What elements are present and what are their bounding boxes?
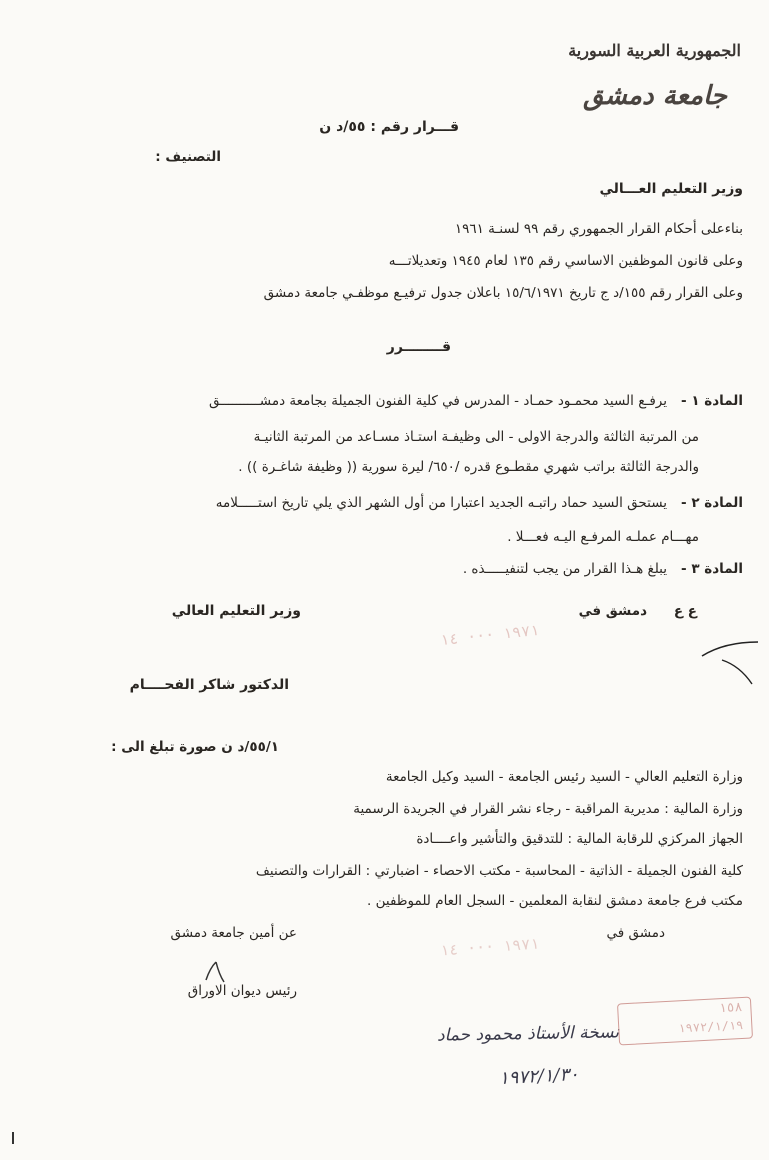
classification-label: التصنيف :	[155, 149, 221, 165]
registration-stamp	[617, 997, 753, 1046]
preamble-line-1: بناءعلى أحكام القرار الجمهوري رقم ٩٩ لسنـة ١٩٦١	[454, 221, 743, 237]
signature-place: دمشق في	[578, 603, 647, 619]
decides-heading: قــــــــرر	[386, 339, 451, 355]
footer-place: دمشق في	[606, 925, 665, 941]
handwritten-copy-note: نسخة الأستاذ محمود حماد	[436, 1022, 620, 1046]
article-2-label: المادة ٢ -	[681, 495, 743, 511]
stamp-date: ١٩٧٢/١/١٩	[677, 1017, 744, 1036]
letterhead-republic: الجمهورية العربية السورية	[568, 41, 741, 60]
margin-pen-mark	[698, 628, 762, 688]
distribution-line-2: وزارة المالية : مديرية المراقبة - رجاء نشر القرار في الجريدة الرسمية	[353, 801, 743, 817]
handwritten-date: ١٩٧٢/١/٣٠	[498, 1063, 580, 1090]
article-3-label: المادة ٣ -	[681, 561, 743, 577]
issuer-title: وزير التعليم العـــالي	[599, 181, 743, 197]
faint-stamp-2: ١٩٧١ ··· ١٤	[439, 934, 540, 960]
archive-signature-mark	[200, 958, 230, 986]
signature-initials: ع ع	[673, 603, 697, 619]
preamble-line-2: وعلى قانون الموظفين الاساسي رقم ١٣٥ لعام ١٩٤٥ وتعديلاتـــه	[388, 253, 743, 269]
decision-number: قـــرار رقم : ٥٥/د ن	[319, 119, 459, 135]
article-1-line-1: يرفـع السيد محمـود حمـاد - المدرس في كلية الفنون الجميلة بجامعة دمشــــــــــق	[208, 393, 667, 409]
footer-for-president: عن أمين جامعة دمشق	[170, 925, 297, 941]
signature-title: وزير التعليم العالي	[171, 603, 301, 619]
article-2-line-1: يستحق السيد حماد راتبـه الجديد اعتبارا من أول الشهر الذي يلي تاريخ استـــــلامه	[215, 495, 667, 511]
article-1-label: المادة ١ -	[681, 393, 743, 409]
article-2-line-2: مهـــام عملـه المرفـع اليـه فعـــلا .	[507, 529, 699, 545]
stamp-number: ١٥٨	[718, 999, 743, 1017]
distribution-line-3: الجهاز المركزي للرقابة المالية : للتدقيق والتأشير واعــــادة	[416, 831, 743, 847]
distribution-line-4: كلية الفنون الجميلة - الذاتية - المحاسبة - مكتب الاحصاء - اضبارتي : القرارات والتصنيف	[255, 863, 743, 879]
article-1-line-2: من المرتبة الثالثة والدرجة الاولى - الى وظيفـة استـاذ مسـاعد من المرتبة الثانيـة	[253, 429, 699, 445]
faint-stamp-1: ١٩٧١ ··· ١٤	[438, 620, 540, 650]
letterhead-university: جامعة دمشق	[583, 81, 727, 111]
signatory-name: الدكتور شاكر الفحــــام	[129, 677, 289, 693]
preamble-line-3: وعلى القرار رقم ١٥٥/د ج تاريخ ١٥/٦/١٩٧١ باعلان جدول ترفيـع موظفـي جامعة دمشق	[263, 285, 743, 301]
footer-archive-head: رئيس ديوان الاوراق	[187, 983, 297, 999]
distribution-line-1: وزارة التعليم العالي - السيد رئيس الجامعة - السيد وكيل الجامعة	[385, 769, 743, 785]
article-3-line-1: يبلغ هـذا القرار من يجب لتنفيـــــذه .	[462, 561, 667, 577]
article-1-line-3: والدرجة الثالثة براتب شهري مقطـوع قدره /٦٥٠/ ليرة سورية (( وظيفة شاغـرة )) .	[238, 459, 699, 475]
distribution-heading: ٥٥/١/د ن صورة تبلغ الى :	[111, 739, 279, 755]
left-edge-mark	[12, 1132, 14, 1144]
distribution-line-5: مكتب فرع جامعة دمشق لنقابة المعلمين - السجل العام للموظفين .	[367, 893, 743, 909]
